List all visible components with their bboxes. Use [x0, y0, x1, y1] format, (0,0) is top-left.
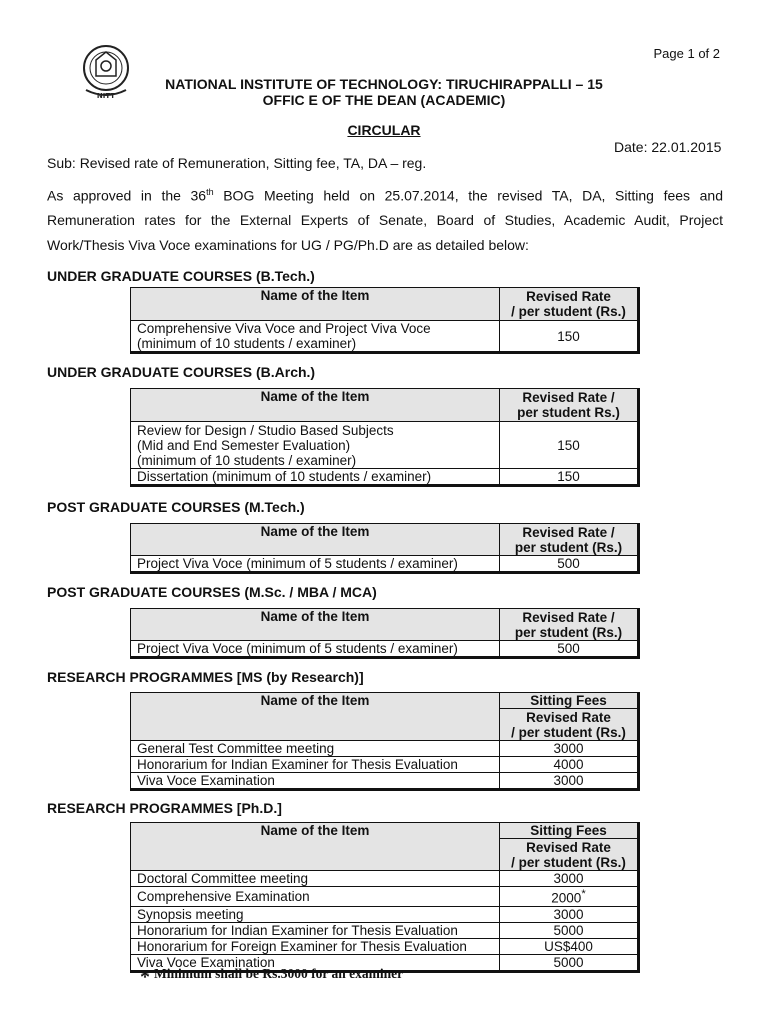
table-row: Viva Voce Examination 3000 — [131, 773, 639, 790]
table-row: Honorarium for Indian Examiner for Thesis Evaluation 4000 — [131, 757, 639, 773]
footnote: * Minimum shall be Rs.3000 for an examiner — [140, 966, 404, 988]
svg-text:NITT: NITT — [96, 92, 116, 100]
column-header-name: Name of the Item — [131, 524, 500, 556]
section-title-ug-barch: UNDER GRADUATE COURSES (B.Arch.) — [47, 364, 316, 380]
table-row: General Test Committee meeting 3000 — [131, 741, 639, 757]
section-title-pg-msc: POST GRADUATE COURSES (M.Sc. / MBA / MCA) — [47, 584, 377, 600]
column-header-name: Name of the Item — [131, 288, 500, 321]
table-pg-msc — [130, 608, 640, 659]
footnote-marker: * — [581, 888, 586, 900]
column-header-name: Name of the Item — [131, 389, 500, 422]
section-title-research-ms: RESEARCH PROGRAMMES [MS (by Research)] — [47, 669, 364, 685]
table-row: Project Viva Voce (minimum of 5 students / examiner) 500 — [131, 641, 639, 658]
table-ug-barch — [130, 388, 640, 487]
table-row: Comprehensive Viva Voce and Project Viva Voce (minimum of 10 students / examiner) 150 — [131, 321, 639, 353]
table-row: Honorarium for Indian Examiner for Thesis Evaluation 5000 — [131, 922, 639, 938]
column-header-rate: Revised Rate / per student (Rs.) — [500, 524, 639, 556]
table-research-phd — [130, 822, 640, 973]
office-name: OFFIC E OF THE DEAN (ACADEMIC) — [262, 92, 506, 108]
column-header-rate: Revised Rate / per student (Rs.) — [500, 839, 639, 871]
circular-date: Date: 22.01.2015 — [614, 139, 722, 155]
table-row: Honorarium for Foreign Examiner for Thesis Evaluation US$400 — [131, 938, 639, 954]
circular-subject: Sub: Revised rate of Remuneration, Sitting fee, TA, DA – reg. — [47, 155, 427, 171]
section-title-research-phd: RESEARCH PROGRAMMES [Ph.D.] — [47, 800, 282, 816]
column-header-name: Name of the Item — [131, 823, 500, 871]
table-row: Comprehensive Examination 2000* — [131, 887, 639, 907]
table-ug-btech — [130, 287, 640, 354]
column-header-sitting: Sitting Fees — [500, 823, 639, 839]
column-header-rate: Revised Rate / per student (Rs.) — [500, 609, 639, 641]
column-header-sitting: Sitting Fees — [500, 693, 639, 709]
column-header-name: Name of the Item — [131, 693, 500, 741]
section-title-pg-mtech: POST GRADUATE COURSES (M.Tech.) — [47, 499, 305, 515]
table-row: Viva Voce Examination 5000 — [131, 954, 639, 971]
table-row: Doctoral Committee meeting 3000 — [131, 871, 639, 887]
column-header-rate: Revised Rate / per student (Rs.) — [500, 709, 639, 741]
table-row: Dissertation (minimum of 10 students / examiner) 150 — [131, 469, 639, 486]
circular-title: CIRCULAR — [347, 122, 421, 138]
institute-name: NATIONAL INSTITUTE OF TECHNOLOGY: TIRUCHIRAPPALLI – 15 — [165, 76, 603, 92]
section-title-ug-btech: UNDER GRADUATE COURSES (B.Tech.) — [47, 268, 315, 284]
circular-body: As approved in the 36th BOG Meeting held on 25.07.2014, the revised TA, DA, Sitting fees and Remuneration rates for the External Experts of Senate, Board of Studies, Academic Audit, Project Work/Thesis Viva Voce examinations for UG / PG/Ph.D are as detailed below: — [47, 187, 723, 253]
column-header-rate: Revised Rate / per student Rs.) — [500, 389, 639, 422]
table-row: Synopsis meeting 3000 — [131, 906, 639, 922]
table-research-ms — [130, 692, 640, 791]
column-header-name: Name of the Item — [131, 609, 500, 641]
table-row: Review for Design / Studio Based Subjects (Mid and End Semester Evaluation) (minimum of 10 students / examiner) 150 — [131, 422, 639, 469]
table-pg-mtech — [130, 523, 640, 574]
column-header-rate: Revised Rate / per student (Rs.) — [500, 288, 639, 321]
page-number: Page 1 of 2 — [653, 46, 720, 61]
table-row: Project Viva Voce (minimum of 5 students / examiner) 500 — [131, 556, 639, 573]
